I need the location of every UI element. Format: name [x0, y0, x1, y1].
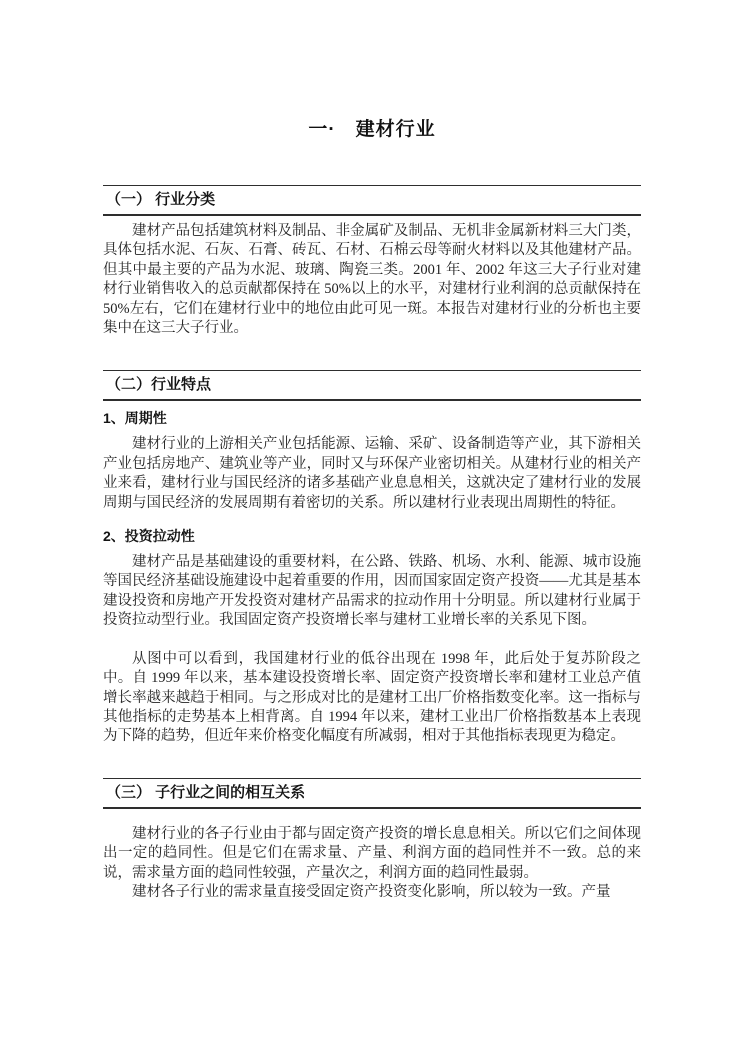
paragraph: 建材行业的各子行业由于都与固定资产投资的增长息息相关。所以它们之间体现出一定的趋同性。但是它们在需求量、产量、利润方面的趋同性并不一致。总的来说，需求量方面的趋同性较强，产量次之，利润方面的趋同性最弱。: [103, 825, 641, 881]
subheading-investment-driven: 2、投资拉动性: [103, 528, 195, 545]
section-heading-industry-classification: （一） 行业分类: [103, 185, 641, 216]
paragraph: 建材产品是基础建设的重要材料，在公路、铁路、机场、水利、能源、城市设施等国民经济基础设施建设中起着重要的作用，因而国家固定资产投资——尤其是基本建设投资和房地产开发投资对建材产品需求的拉动作用十分明显。所以建材行业属于投资拉动型行业。我国固定资产投资增长率与建材工业增长率的关系见下图。: [103, 554, 641, 629]
paragraph: 从图中可以看到，我国建材行业的低谷出现在 1998 年，此后处于复苏阶段之中。自 1999 年以来，基本建设投资增长率、固定资产投资增长率和建材工业总产值增长率越来越趋于相同。与之形成对比的是建材工出厂价格指数变化率。这一指标与其他指标的走势基本上相背离。自 1994 年以来，建材工业出厂价格指数基本上表现为下降的趋势，但近年来价格变化幅度有所减弱，相对于其他指标表现更为稳定。: [103, 650, 641, 745]
subheading-cyclicality: 1、周期性: [103, 410, 167, 427]
page-title: 一· 建材行业: [308, 119, 436, 140]
section-heading-subsector-relations: （三） 子行业之间的相互关系: [103, 778, 641, 809]
paragraph: 建材产品包括建筑材料及制品、非金属矿及制品、无机非金属新材料三大门类，具体包括水泥、石灰、石膏、砖瓦、石材、石棉云母等耐火材料以及其他建材产品。但其中最主要的产品为水泥、玻璃、陶瓷三类。2001 年、2002 年这三大子行业对建材行业销售收入的总贡献都保持在 50%以上的水平，对建材行业利润的总贡献保持在 50%左右，它们在建材行业中的地位由此可见一斑。本报告对建材行业的分析也主要集中在这三大子行业。: [103, 223, 641, 337]
paragraph: 建材各子行业的需求量直接受固定资产投资变化影响，所以较为一致。产量: [132, 883, 611, 900]
paragraph: 建材行业的上游相关产业包括能源、运输、采矿、设备制造等产业，其下游相关产业包括房地产、建筑业等产业，同时又与环保产业密切相关。从建材行业的相关产业来看，建材行业与国民经济的诸多基础产业息息相关，这就决定了建材行业的发展周期与国民经济的发展周期有着密切的关系。所以建材行业表现出周期性的特征。: [103, 436, 641, 511]
document-content: [103, 116, 641, 902]
section-heading-industry-characteristics: （二）行业特点: [103, 370, 641, 401]
